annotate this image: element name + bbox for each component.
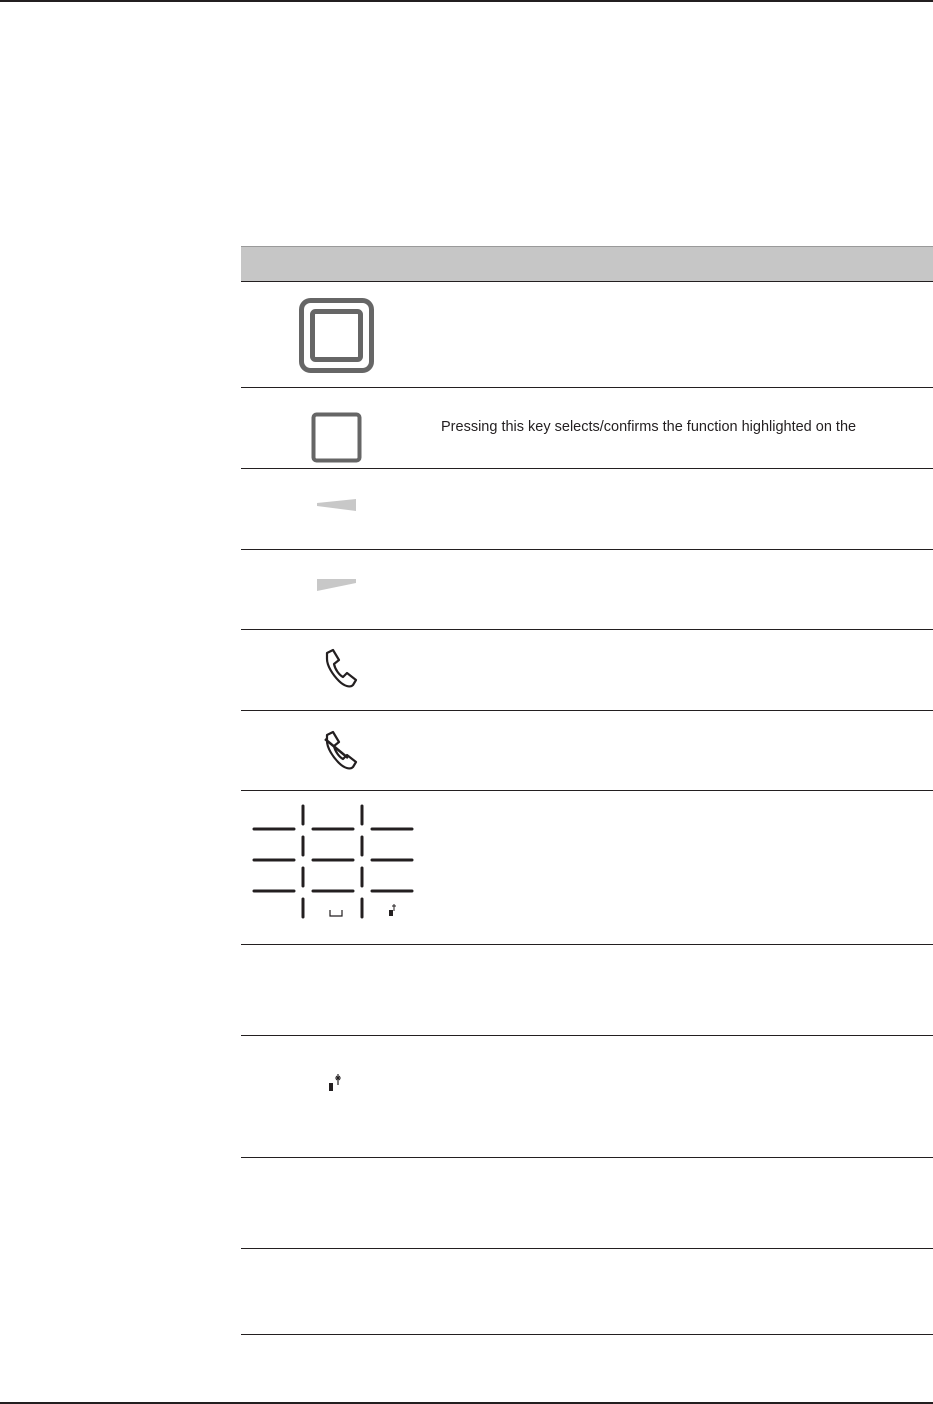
icon-cell [241,791,431,944]
table-row-ok-key [241,388,933,469]
phone-hangup-icon [241,711,431,790]
icon-cell [241,282,431,387]
space-icon [330,910,342,916]
icon-cell [241,388,431,468]
table-row-multi-function-key [241,282,933,388]
icon-cell [241,469,431,549]
table-row-blank [241,1158,933,1249]
table-row-intercom-key [241,1036,933,1158]
row-description: Pressing this key selects/confirms the function highlighted on the [441,419,857,435]
table-header [241,246,933,282]
icon-cell [241,1036,431,1157]
table-row-blank [241,1249,933,1335]
wedge-down-icon [241,550,431,629]
icon-cell [241,711,431,790]
phone-handset-icon [241,630,431,710]
intercom-icon [241,1036,431,1157]
key-function-table [241,246,933,1335]
table-row-right-soft-key [241,550,933,630]
top-rule [0,0,933,2]
table-row-blank [241,945,933,1036]
intercom-small-icon [389,904,396,916]
wedge-up-icon [241,469,431,549]
table-row-call-key [241,630,933,711]
table-row-end-call-key [241,711,933,791]
table-row-left-soft-key [241,469,933,550]
icon-cell [241,630,431,710]
table-row-keypad [241,791,933,945]
icon-cell [241,550,431,629]
navigation-ring-icon [241,282,431,387]
keypad-grid-icon [241,791,431,944]
square-key-icon [241,388,431,468]
